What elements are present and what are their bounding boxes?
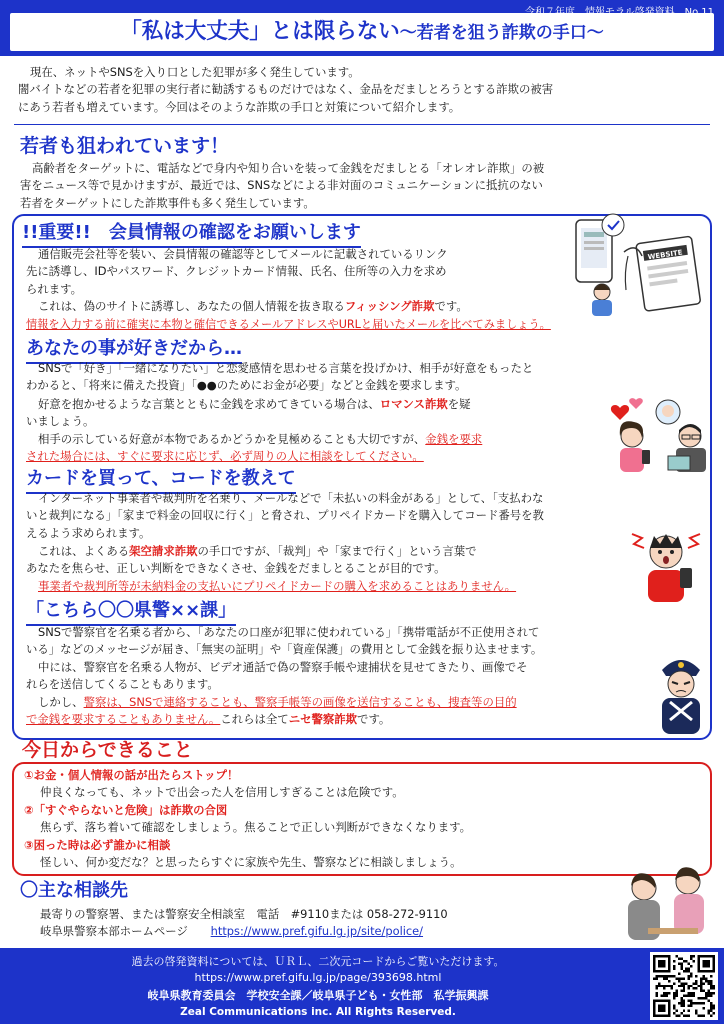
- phishing-heading-text: !!重要!! 会員情報の確認をお願いします: [22, 220, 361, 248]
- targeted-heading: 若者も狙われています！: [20, 135, 230, 157]
- text-span: の手口ですが、「裁判」や「家まで行く」という言葉で: [197, 544, 477, 558]
- page-title: [10, 13, 714, 51]
- tip-title: ③困った時は必ず誰かに相談: [24, 837, 171, 852]
- contact-text: [40, 906, 640, 941]
- targeted-text: [20, 160, 710, 212]
- intro-line: 闇バイトなどの若者を犯罪の実行者に勧誘するものだけではなく、金品をだましとろうとする詐欺の被害: [18, 82, 554, 97]
- romance-text: [26, 360, 716, 395]
- tip-text: 仲良くなっても、ネットで出会った人を信用しすぎることは危険です。: [40, 785, 404, 800]
- romance-keyword: ロマンス詐欺: [379, 397, 448, 411]
- footer-copyright: Zeal Communications inc. All Rights Reserved.: [180, 1006, 456, 1018]
- fake-police-keyword: ニセ警察詐欺: [288, 712, 358, 727]
- text-span: です。: [357, 712, 391, 727]
- fake-billing-keyword: 架空請求詐欺: [129, 544, 198, 558]
- police-website-link[interactable]: https://www.pref.gifu.lg.jp/site/police/: [210, 924, 424, 939]
- text-line: いましょう。: [26, 414, 95, 429]
- romance-warning: 金銭を要求: [425, 431, 483, 446]
- footer: [0, 948, 724, 1024]
- phishing-conclusion: [38, 298, 658, 315]
- text-line: られます。: [26, 281, 83, 296]
- tip-title: ②「すぐやらないと危険」は詐欺の合図: [24, 802, 228, 817]
- fake-police-heading: [26, 598, 236, 626]
- title-sub: 〜若者を狙う詐欺の手口〜: [399, 23, 604, 43]
- text-span: 好意を抱かせるような言葉とともに金銭を求めてきている場合は、: [38, 397, 380, 411]
- text-span: しかし、: [38, 694, 84, 709]
- fake-police-warning: で金銭を要求することもありません。: [26, 712, 221, 727]
- text-line: 通信販売会社等を装い、会員情報の確認等としてメールに記載されているリンク: [38, 247, 448, 261]
- phishing-text: [26, 246, 586, 298]
- text-line: SNSで警察官を名乗る者から、「あなたの口座が犯罪に使われている」「携帯電話が不正使用されて: [38, 625, 540, 639]
- fake-billing-warning: 事業者や裁判所等が未納料金の支払いにプリペイドカードの購入を求めることはありません。: [38, 579, 517, 593]
- text-line: えるよう求められます。: [26, 525, 151, 540]
- text-span: これは、偽のサイトに誘導し、あなたの個人情報を抜き取る: [38, 299, 345, 313]
- text-span: です。: [434, 299, 468, 313]
- tips-list: [24, 767, 704, 871]
- phishing-keyword: フィッシング詐欺: [344, 299, 435, 313]
- footer-archive-note: 過去の啓発資料については、ＵＲＬ、二次元コードからご覧いただけます。: [131, 955, 505, 968]
- romance-heading-text: あなたの事が好きだから…: [26, 336, 242, 364]
- fake-police-heading-text: 「こちら〇〇県警××課」: [26, 598, 236, 626]
- text-span: を疑: [447, 397, 471, 411]
- text-line: いる」などのメッセージが届き、「無実の証明」や「資産保護」の費用として金銭を振り込ませます。: [26, 642, 543, 657]
- romance-illustration: [610, 396, 710, 478]
- text-line: わかると、「将来に備えた投資」「●●のためにお金が必要」などと金銭を要求します。: [26, 378, 467, 393]
- divider: [14, 124, 710, 125]
- qr-code-icon[interactable]: [650, 952, 718, 1020]
- text-line: あなたを焦らせ、正しい判断をできなくさせ、金銭をだましとることが目的です。: [26, 561, 446, 576]
- phishing-heading: [22, 220, 361, 248]
- contact-phone: 最寄りの警察署、または警察安全相談室 電話 #9110または 058-272-9110: [40, 907, 448, 921]
- intro-line: にあう若者も増えています。今回はそのような詐欺の手口と対策について紹介します。: [18, 99, 461, 114]
- tip-title: ①お金・個人情報の話が出たらストップ！: [24, 768, 239, 782]
- fake-billing-heading-text: カードを買って、コードを教えて: [26, 466, 296, 494]
- fake-police-detail: [26, 659, 646, 729]
- text-line: いと裁判になる」「家まで料金の回収に行く」と脅され、プリペイドカードを購入してコード番号を教: [26, 508, 544, 523]
- text-line: SNSで「好き」「一緒になりたい」と恋愛感情を思わせる言葉を投げかけ、相手が好意をもったと: [38, 361, 534, 375]
- text-line: れらを送信してくることもあります。: [26, 677, 219, 692]
- phishing-warning: 情報を入力する前に確実に本物と確信できるメールアドレスやURLと届いたメールを比べてみましょう。: [26, 318, 551, 331]
- text-span: これらは全て: [220, 712, 289, 727]
- fake-billing-text: [26, 490, 716, 542]
- text-line: インターネット事業者や裁判所を名乗り、メールなどで「未払いの料金がある」として、「支払わな: [38, 491, 544, 505]
- text-line: 若者をターゲットにした詐欺事件も多く発生しています。: [20, 195, 315, 210]
- header-banner: [0, 0, 724, 56]
- phishing-illustration: [566, 212, 710, 320]
- romance-detail: [26, 396, 606, 466]
- text-span: 相手の示している好意が本物であるかどうかを見極めることも大切ですが、: [38, 431, 426, 446]
- consultation-illustration: [618, 858, 714, 948]
- fake-billing-detail: [26, 543, 626, 578]
- text-span: これは、よくある: [38, 544, 130, 558]
- tip-text: 怪しい、何か変だな？と思ったらすぐに家族や先生、警察などに相談しましょう。: [40, 855, 462, 870]
- intro-line: 現在、ネットやSNSを入り口とした犯罪が多く発生しています。: [30, 65, 360, 79]
- text-line: 中には、警察官を名乗る人物が、ビデオ通話で偽の警察手帳や逮捕状を見せてきたり、画像でそ: [38, 660, 528, 674]
- fake-police-illustration: [650, 652, 712, 738]
- text-line: 高齢者をターゲットに、電話などで身内や知り合いを装って金銭をだましとる「オレオレ詐欺」の被: [32, 161, 545, 175]
- title-main: 「私は大丈夫」とは限らない: [120, 19, 400, 44]
- footer-url[interactable]: https://www.pref.gifu.lg.jp/page/393698.html: [194, 971, 442, 984]
- today-heading: 今日からできること: [22, 739, 193, 761]
- romance-warning: された場合には、すぐに要求に応じず、必ず周りの人に相談をしてください。: [26, 449, 424, 464]
- text-line: 先に誘導し、IDやパスワード、クレジットカード情報、氏名、住所等の入力を求め: [26, 264, 447, 279]
- footer-publisher: 岐阜県教育委員会 学校安全課／岐阜県子ども・女性部 私学振興課: [147, 989, 489, 1002]
- intro-text: [18, 64, 710, 116]
- website-label: WEBSITE: [647, 248, 684, 262]
- tip-text: 焦らず、落ち着いて確認をしましょう。焦ることで正しい判断ができなくなります。: [40, 820, 472, 835]
- fake-police-warning: 警察は、SNSで連絡することも、警察手帳等の画像を送信することも、捜査等の目的: [83, 694, 517, 709]
- contact-heading: 〇主な相談先: [20, 880, 128, 901]
- fake-police-text: [26, 624, 716, 659]
- text-line: 害をニュース等で見かけますが、最近では、SNSなどによる非対面のコミュニケーションに抵抗のない: [20, 178, 543, 193]
- text-span: 岐阜県警察本部ホームページ: [40, 924, 188, 939]
- fake-billing-illustration: [620, 524, 712, 604]
